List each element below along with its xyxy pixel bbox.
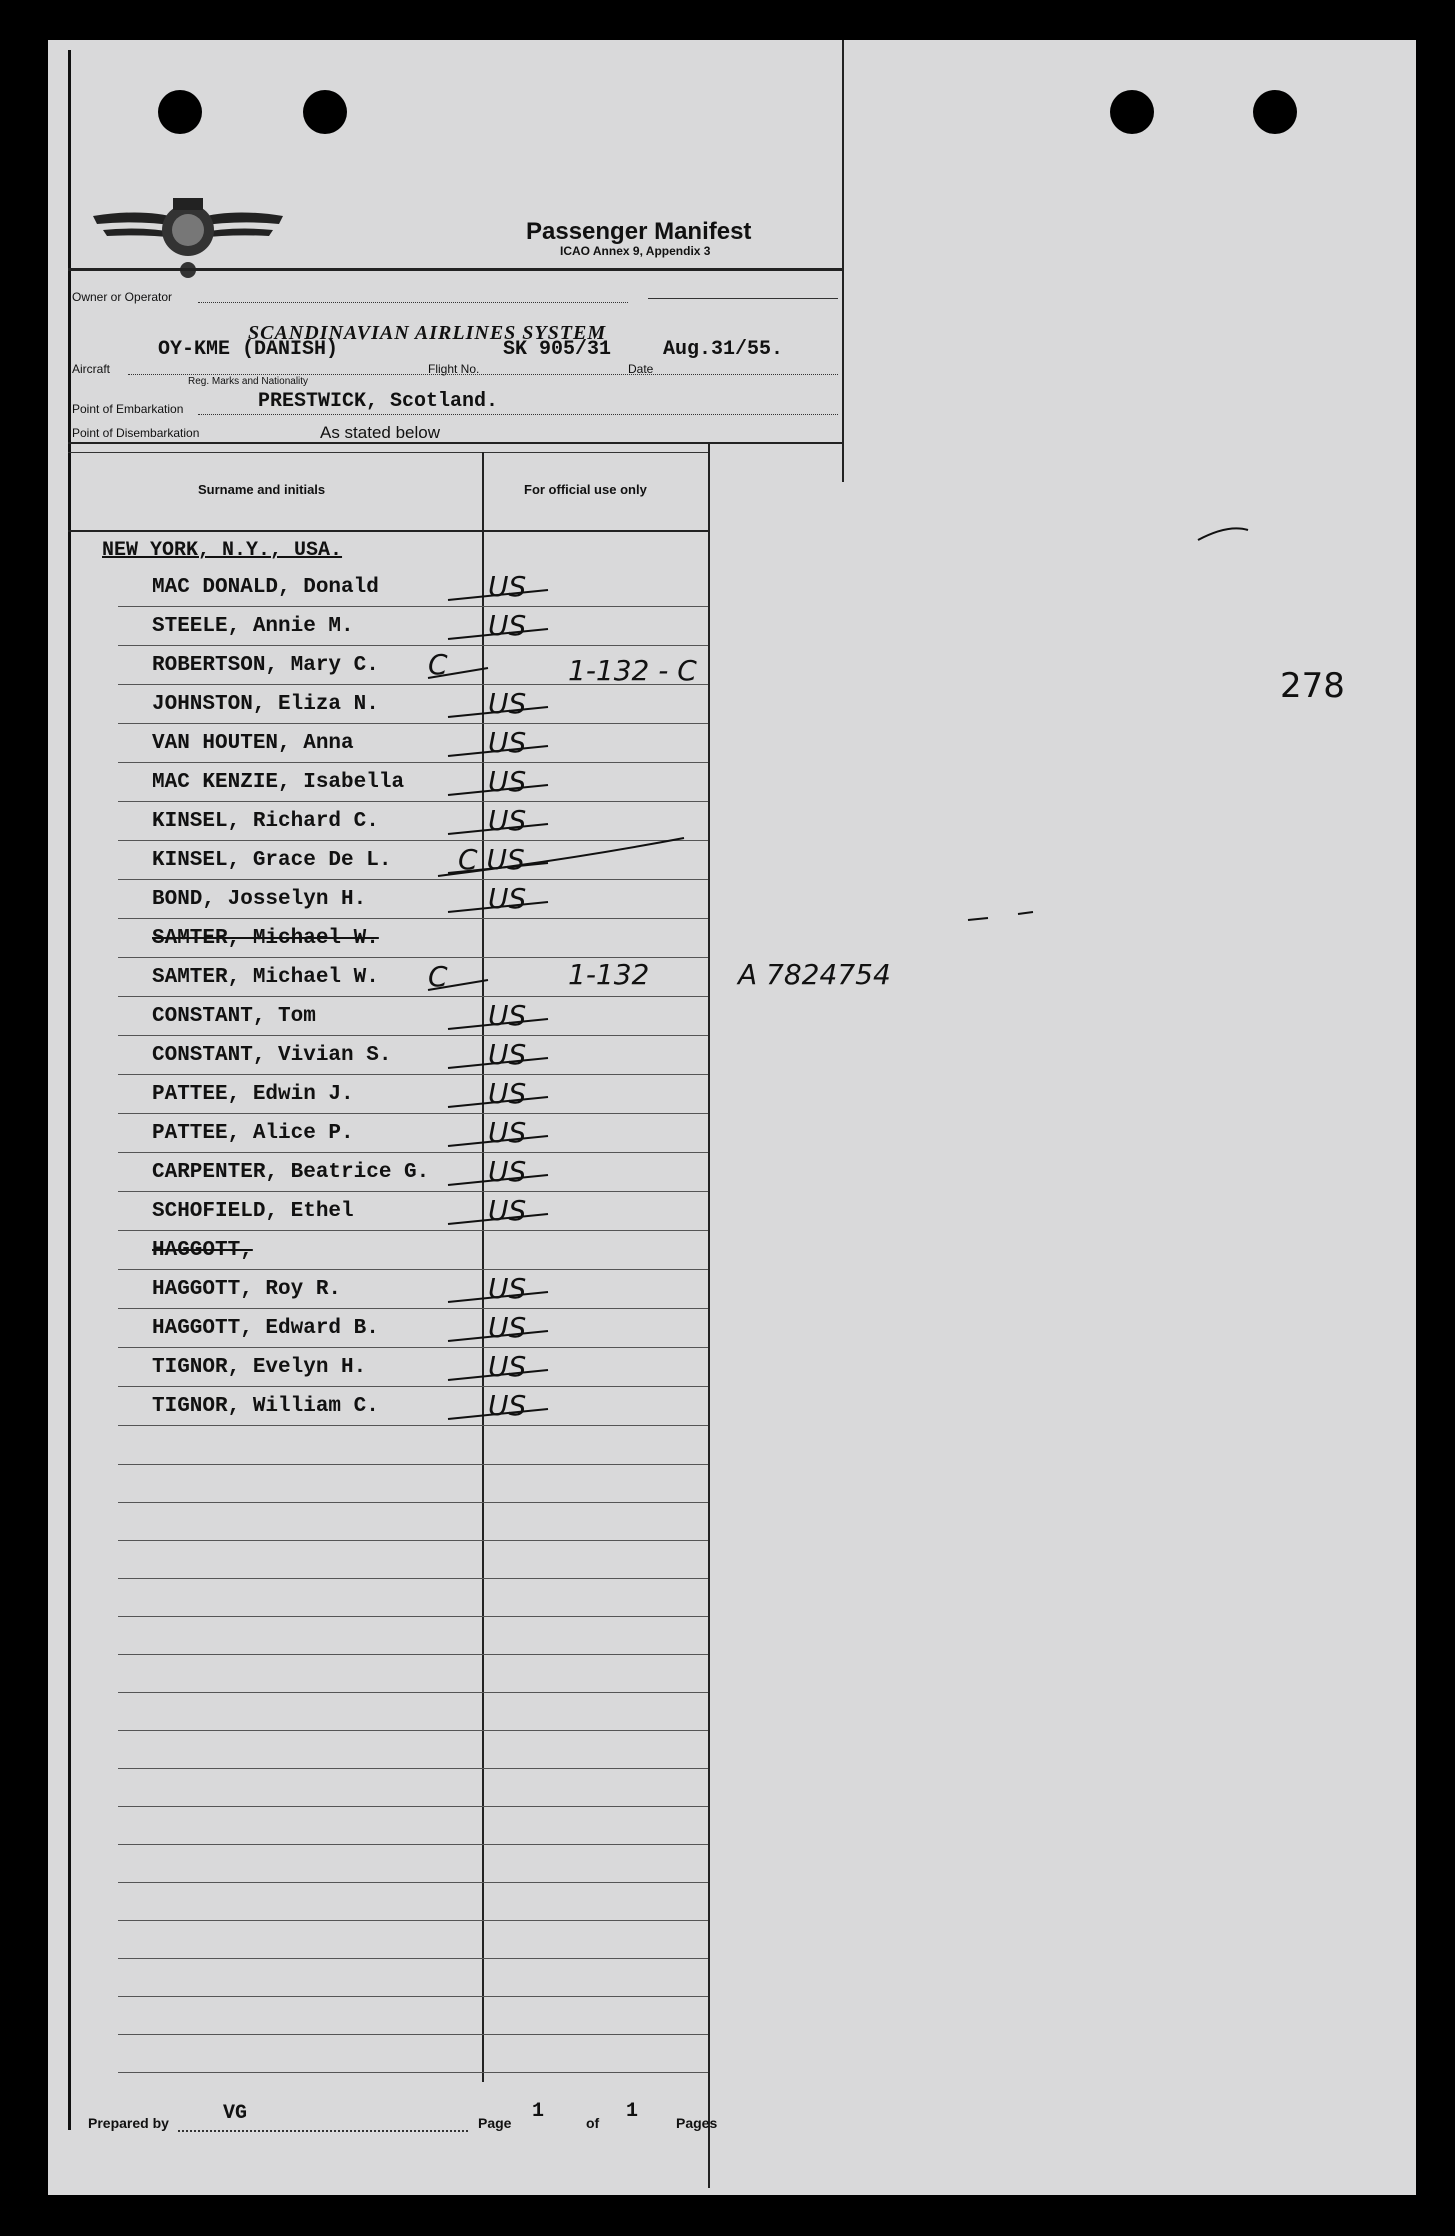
column-header-name: Surname and initials xyxy=(198,482,326,497)
passenger-name: HAGGOTT, xyxy=(152,1239,253,1262)
page-stamp-number: 278 xyxy=(1280,666,1345,706)
pen-stroke xyxy=(448,1214,548,1224)
official-mark: US xyxy=(488,687,527,720)
flight-value: SK 905/31 xyxy=(503,338,612,361)
official-mark: US xyxy=(488,1389,527,1422)
passenger-name: HAGGOTT, Roy R. xyxy=(152,1278,342,1301)
official-mark: US xyxy=(488,1155,527,1188)
passenger-name: PATTEE, Alice P. xyxy=(152,1122,354,1145)
passenger-name: JOHNSTON, Eliza N. xyxy=(152,693,379,716)
handwritten-marks xyxy=(48,40,1416,2195)
official-mark: US xyxy=(488,1272,527,1305)
passenger-name: HAGGOTT, Edward B. xyxy=(152,1317,379,1340)
passenger-name: KINSEL, Grace De L. xyxy=(152,849,392,872)
passenger-name: CARPENTER, Beatrice G. xyxy=(152,1161,430,1184)
passenger-name: SCHOFIELD, Ethel xyxy=(152,1200,354,1223)
embark-label: Point of Embarkation xyxy=(72,402,184,416)
pen-stroke xyxy=(448,629,548,639)
pen-stroke xyxy=(448,1019,548,1029)
manifest-subtitle: ICAO Annex 9, Appendix 3 xyxy=(560,244,711,258)
prepared-by-value: VG xyxy=(223,2102,248,2125)
pen-stroke xyxy=(448,902,548,912)
official-mark: US xyxy=(488,1194,527,1227)
disembark-label: Point of Disembarkation xyxy=(72,426,200,440)
destination-heading: NEW YORK, N.Y., USA. xyxy=(102,539,343,562)
pen-stroke xyxy=(448,1292,548,1302)
pen-stroke xyxy=(1198,528,1248,540)
pen-stroke xyxy=(448,1370,548,1380)
pen-stroke xyxy=(438,838,684,876)
pen-stroke xyxy=(448,1058,548,1068)
owner-label: Owner or Operator xyxy=(72,290,173,304)
aircraft-value: OY-KME (DANISH) xyxy=(158,338,339,361)
handwritten-note: 1-132 - C xyxy=(568,654,697,687)
official-mark: US xyxy=(488,570,527,603)
pen-stroke xyxy=(448,1097,548,1107)
pen-stroke xyxy=(428,980,488,990)
divider xyxy=(178,2130,468,2132)
pen-stroke xyxy=(448,1136,548,1146)
handwritten-note: 1-132 xyxy=(568,958,650,991)
page-value: 1 xyxy=(532,2100,545,2123)
passenger-name: VAN HOUTEN, Anna xyxy=(152,732,354,755)
pen-stroke xyxy=(448,1409,548,1419)
official-mark: US xyxy=(488,609,527,642)
passenger-name: SAMTER, Michael W. xyxy=(152,927,379,950)
official-mark: US xyxy=(488,804,527,837)
official-mark: C US xyxy=(458,843,525,876)
pages-label: Pages xyxy=(676,2115,718,2131)
official-mark: C xyxy=(428,648,448,681)
passenger-name: TIGNOR, Evelyn H. xyxy=(152,1356,367,1379)
official-mark: US xyxy=(488,999,527,1032)
passenger-name: CONSTANT, Tom xyxy=(152,1005,316,1028)
passenger-name: SAMTER, Michael W. xyxy=(152,966,379,989)
pen-stroke xyxy=(448,1331,548,1341)
aircraft-sub-label: Reg. Marks and Nationality xyxy=(188,376,309,387)
official-mark: US xyxy=(488,765,527,798)
prepared-by-label: Prepared by xyxy=(88,2115,169,2131)
pen-stroke xyxy=(448,1175,548,1185)
official-mark: US xyxy=(488,882,527,915)
official-mark: US xyxy=(488,1116,527,1149)
official-mark: US xyxy=(488,1077,527,1110)
column-header-official: For official use only xyxy=(524,482,647,497)
pen-stroke xyxy=(448,707,548,717)
aircraft-label: Aircraft xyxy=(72,362,111,376)
passenger-name: KINSEL, Richard C. xyxy=(152,810,379,833)
date-value: Aug.31/55. xyxy=(663,338,784,361)
manifest-title: Passenger Manifest xyxy=(526,218,752,245)
disembark-value: As stated below xyxy=(320,423,441,442)
handwritten-note: A 7824754 xyxy=(738,958,891,991)
pen-stroke xyxy=(448,785,548,795)
pen-stroke xyxy=(448,824,548,834)
official-mark: US xyxy=(488,726,527,759)
pen-stroke xyxy=(428,668,488,678)
pen-stroke xyxy=(968,912,1033,920)
page-label: Page xyxy=(478,2115,512,2131)
official-mark: C xyxy=(428,960,448,993)
official-mark: US xyxy=(488,1311,527,1344)
official-mark: US xyxy=(488,1350,527,1383)
flight-label: Flight No. xyxy=(428,362,480,376)
passenger-name: ROBERTSON, Mary C. xyxy=(152,654,379,677)
manifest-page xyxy=(48,40,1416,2195)
embark-value: PRESTWICK, Scotland. xyxy=(258,390,499,413)
of-label: of xyxy=(586,2115,600,2131)
passenger-name: MAC DONALD, Donald xyxy=(152,576,379,599)
pen-stroke xyxy=(448,590,548,600)
passenger-name: STEELE, Annie M. xyxy=(152,615,354,638)
owner-value: SCANDINAVIAN AIRLINES SYSTEM xyxy=(248,322,607,344)
passenger-name: MAC KENZIE, Isabella xyxy=(152,771,405,794)
passenger-name: PATTEE, Edwin J. xyxy=(152,1083,354,1106)
official-mark: US xyxy=(488,1038,527,1071)
passenger-name: BOND, Josselyn H. xyxy=(152,888,367,911)
of-value: 1 xyxy=(626,2100,639,2123)
date-label: Date xyxy=(628,362,654,376)
passenger-name: CONSTANT, Vivian S. xyxy=(152,1044,392,1067)
pen-stroke xyxy=(448,746,548,756)
passenger-name: TIGNOR, William C. xyxy=(152,1395,379,1418)
